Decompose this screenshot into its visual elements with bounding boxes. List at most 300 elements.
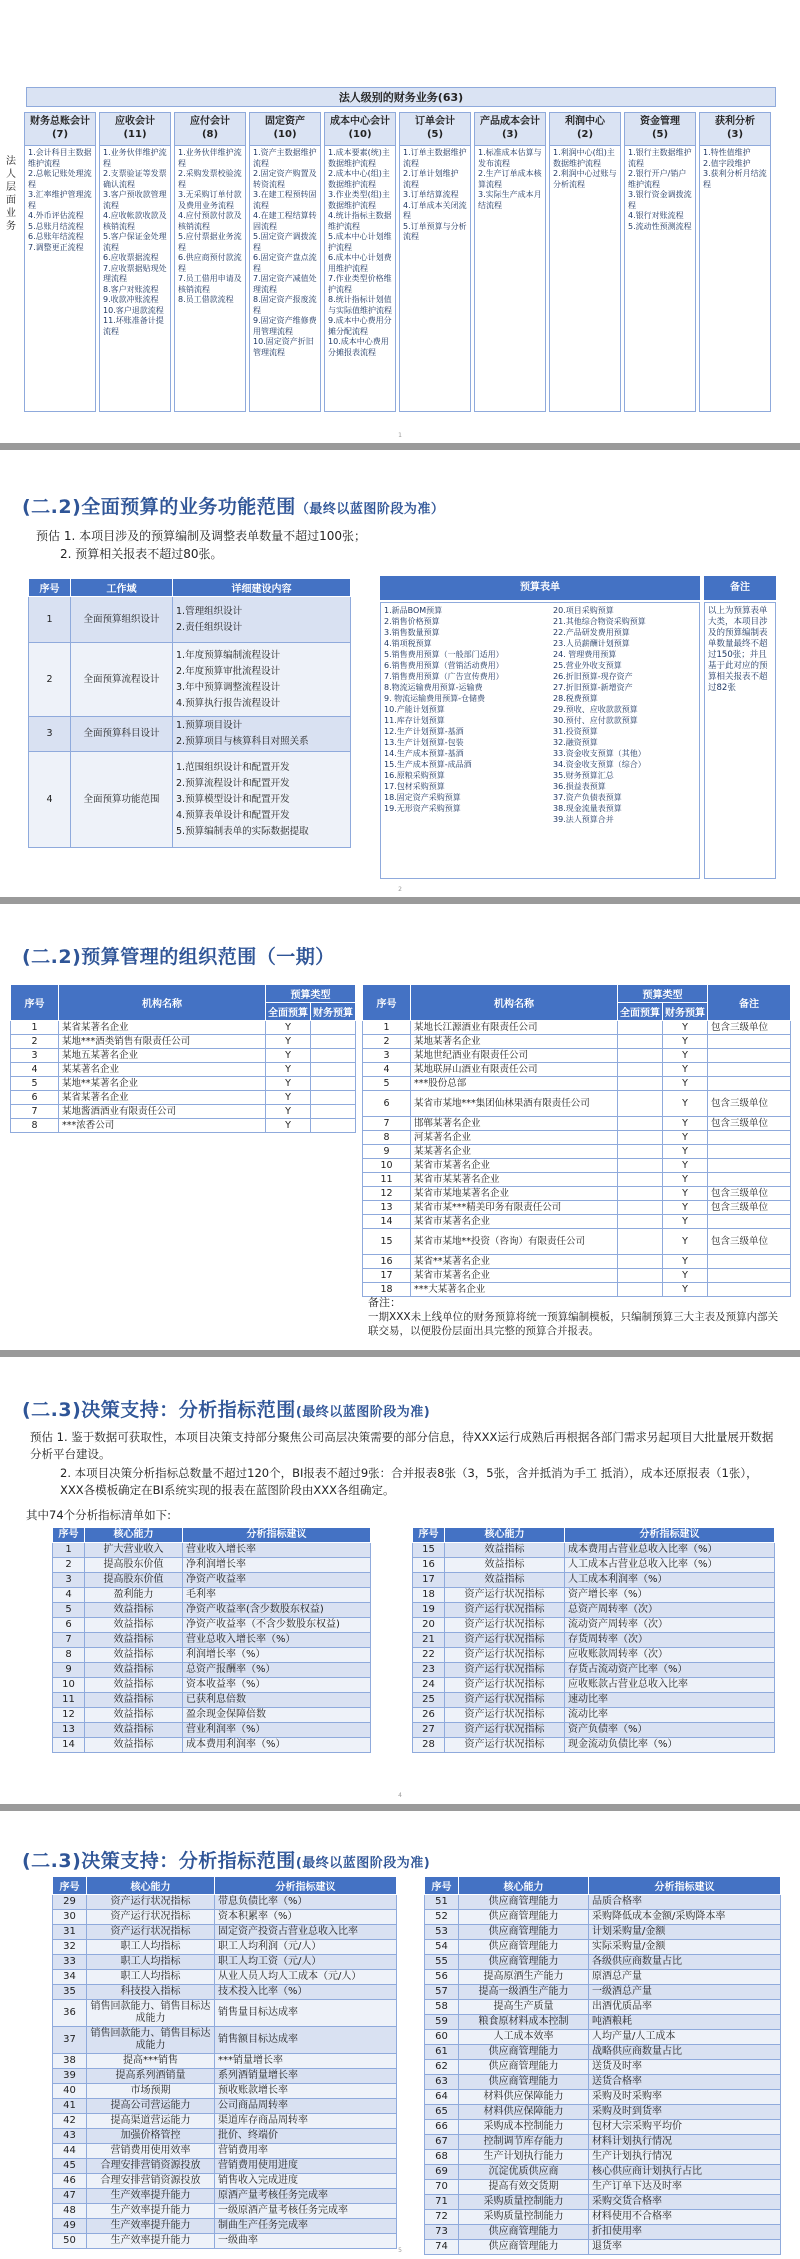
slide4-title: (二.3)决策支持：分析指标范围(最终以蓝图阶段为准)	[22, 1399, 431, 1421]
core-capability: 扩大营业收入	[85, 1543, 183, 1558]
col-header: 备注	[708, 985, 791, 1021]
process-column	[174, 112, 246, 412]
process-item: 2.值字段维护	[703, 158, 751, 168]
table-row	[363, 1035, 791, 1049]
forms-box	[380, 602, 700, 879]
core-capability: 供应商管理能力	[459, 1910, 589, 1925]
process-item: 6.固定资产盘点流程	[253, 253, 317, 273]
indicator: 净利润增长率	[183, 1558, 371, 1573]
row-number: 60	[425, 2030, 459, 2045]
column-header	[400, 113, 470, 146]
table-row	[413, 1573, 775, 1588]
column-name: 应付会计	[190, 116, 230, 127]
row-number: 2	[29, 643, 71, 717]
table-row	[425, 2165, 781, 2180]
table-row	[11, 1091, 356, 1105]
indicator: 制曲生产任务完成率	[215, 2219, 397, 2234]
detail-item: 3.年中预算调整流程设计	[176, 681, 281, 693]
column-name: 资金管理	[640, 116, 680, 127]
core-capability: 效益指标	[85, 1633, 183, 1648]
column-name: 固定资产	[265, 116, 305, 127]
indicator: 总资产报酬率（%）	[183, 1663, 371, 1678]
process-item: 5.应付票据业务流程	[178, 232, 242, 252]
table-row	[413, 1678, 775, 1693]
table-row	[413, 1633, 775, 1648]
slide1-title: 法人级别的财务业务(63)	[26, 87, 776, 107]
process-item: 2.成本中心(组)主数据维护流程	[328, 169, 390, 189]
row-number: 37	[53, 2027, 87, 2054]
col-header: 分析指标建议	[589, 1877, 781, 1895]
indicator: 应收账款占营业总收入比率	[565, 1678, 775, 1693]
form-item: 21.其他综合物资采购预算	[553, 617, 646, 626]
table-row	[363, 1091, 791, 1117]
table-row	[413, 1663, 775, 1678]
process-item: 5.客户保证金处理流程	[103, 232, 167, 252]
form-item: 3.销售数量预算	[384, 628, 440, 637]
column-count: (5)	[426, 129, 444, 140]
column-header	[175, 113, 245, 146]
core-capability: 生产效率提升能力	[87, 2189, 215, 2204]
process-item: 4.在建工程结算转固流程	[253, 211, 317, 231]
full-budget-flag	[618, 1049, 663, 1063]
core-capability: 控制调节库存能力	[459, 2135, 589, 2150]
slide-2	[0, 450, 800, 897]
workfield-table	[28, 578, 351, 848]
full-budget-flag: Y	[266, 1021, 311, 1035]
table-row	[363, 1173, 791, 1187]
slide-1	[0, 0, 800, 443]
org-name: 某某著名企业	[411, 1145, 618, 1159]
org-name: 某省市某某著名企业	[411, 1173, 618, 1187]
org-name: 某省某著名企业	[59, 1021, 266, 1035]
col-header: 详细建设内容	[173, 579, 351, 597]
full-budget-flag: Y	[266, 1091, 311, 1105]
process-item: 3.订单结算流程	[403, 190, 459, 199]
org-name: 某省某著名企业	[59, 1091, 266, 1105]
core-capability: 资产运行状况指标	[445, 1588, 565, 1603]
form-item: 30.预付、应付款款预算	[553, 716, 638, 725]
process-item: 5.订单预算与分析流程	[403, 221, 467, 241]
full-budget-flag	[618, 1283, 663, 1297]
indicator: 资本收益率（%）	[183, 1678, 371, 1693]
table-row	[425, 1955, 781, 1970]
form-item: 28.税费预算	[553, 694, 598, 703]
indicator: 从业人员人均人工成本（元/人）	[215, 1970, 397, 1985]
core-capability: 效益指标	[85, 1693, 183, 1708]
row-number: 14	[53, 1738, 85, 1753]
form-item: 15.生产成本预算-成品酒	[384, 760, 472, 769]
indicator: 职工人均利润（元/人）	[215, 1940, 397, 1955]
note-box: 以上为预算表单大类，本项目涉及的预算编制表单数量最终不超过150张；并且基于此对应的预算相关报表不超过82张	[704, 602, 776, 879]
table-row	[53, 2027, 397, 2054]
detail-item: 1.管理组织设计	[176, 605, 243, 617]
row-number: 27	[413, 1723, 445, 1738]
row-domain: 全面预算流程设计	[71, 643, 173, 717]
core-capability: 职工人均指标	[87, 1940, 215, 1955]
row-number: 73	[425, 2225, 459, 2240]
form-item: 26.折旧预算-现存资产	[553, 672, 633, 681]
indicator: 净资产收益率	[183, 1573, 371, 1588]
process-item: 1.利润中心(组)主数据维护流程	[553, 148, 615, 168]
row-remark	[708, 1215, 791, 1229]
col-header: 分析指标建议	[215, 1877, 397, 1895]
column-name: 财务总账会计	[30, 116, 90, 127]
full-budget-flag	[618, 1159, 663, 1173]
core-capability: 职工人均指标	[87, 1970, 215, 1985]
table-row	[53, 1910, 397, 1925]
row-number: 6	[53, 1618, 85, 1633]
col-header: 序号	[363, 985, 411, 1021]
table-row	[425, 1940, 781, 1955]
process-column	[24, 112, 96, 412]
slide5-title: (二.3)决策支持：分析指标范围(最终以蓝图阶段为准)	[22, 1850, 431, 1872]
core-capability: 效益指标	[85, 1663, 183, 1678]
table-row	[53, 2174, 397, 2189]
column-header	[100, 113, 170, 146]
form-item: 24. 管理费用预算	[553, 650, 617, 659]
table-row	[425, 2030, 781, 2045]
row-remark	[708, 1269, 791, 1283]
process-item: 6.成本中心计划费用维护流程	[328, 253, 392, 273]
row-number: 1	[29, 597, 71, 643]
row-number: 1	[53, 1543, 85, 1558]
slide-5	[0, 1811, 800, 2259]
row-number: 70	[425, 2180, 459, 2195]
form-item: 29.预收、应收款款预算	[553, 705, 638, 714]
financial-budget-flag: Y	[663, 1201, 708, 1215]
financial-budget-flag	[311, 1105, 356, 1119]
process-item: 1.会计科目主数据维护流程	[28, 148, 92, 168]
column-body	[625, 146, 695, 411]
indicator: 原酒产量考核任务完成率	[215, 2189, 397, 2204]
financial-budget-flag	[311, 1035, 356, 1049]
indicator-table-right	[412, 1527, 775, 1753]
full-budget-flag: Y	[266, 1035, 311, 1049]
table-row	[53, 2129, 397, 2144]
indicator: 技术投入比率（%）	[215, 1985, 397, 2000]
process-item: 8.固定资产报废流程	[253, 295, 317, 315]
org-name: 某地五某著名企业	[59, 1049, 266, 1063]
row-number: 46	[53, 2174, 87, 2189]
row-number: 3	[53, 1573, 85, 1588]
core-capability: 效益指标	[85, 1648, 183, 1663]
table-row	[413, 1588, 775, 1603]
row-domain: 全面预算科目设计	[71, 717, 173, 752]
core-capability: 提高股东价值	[85, 1573, 183, 1588]
table-row	[413, 1543, 775, 1558]
row-number: 3	[11, 1049, 59, 1063]
column-header	[700, 113, 770, 146]
table-row	[53, 1895, 397, 1910]
core-capability: 生产效率提升能力	[87, 2204, 215, 2219]
row-number: 33	[53, 1955, 87, 1970]
row-number: 4	[29, 752, 71, 848]
column-body	[475, 146, 545, 411]
table-row	[363, 1201, 791, 1215]
financial-budget-flag: Y	[663, 1255, 708, 1269]
financial-budget-flag: Y	[663, 1091, 708, 1117]
indicator: 成本费用占营业总收入比率（%）	[565, 1543, 775, 1558]
row-number: 6	[11, 1091, 59, 1105]
row-number: 34	[53, 1970, 87, 1985]
form-item: 18.固定资产采购预算	[384, 793, 461, 802]
form-item: 27.折旧预算-新增资产	[553, 683, 633, 692]
col-header: 核心能力	[459, 1877, 589, 1895]
core-capability: 供应商管理能力	[459, 1895, 589, 1910]
form-item: 7.销售费用预算（广告宣传费用）	[384, 672, 504, 681]
financial-budget-flag: Y	[663, 1035, 708, 1049]
row-number: 67	[425, 2135, 459, 2150]
note-2: 2. 本项目决策分析指标总数量不超过120个，BI报表不超过9张：合并报表8张（3，5张，含并抵消为手工 抵消），成本还原报表（1张），XXX各模板确定在BI系统实现的报表在蓝图阶段由XXX各组确定。	[60, 1466, 758, 1497]
core-capability: 资产运行状况指标	[87, 1895, 215, 1910]
process-item: 3.在建工程预转固流程	[253, 190, 317, 210]
row-number: 30	[53, 1910, 87, 1925]
table-row	[425, 1970, 781, 1985]
indicator: 营业利润率（%）	[183, 1723, 371, 1738]
table-row	[363, 1215, 791, 1229]
column-header	[250, 113, 320, 146]
core-capability: 提高有效交货期	[459, 2180, 589, 2195]
row-remark	[708, 1063, 791, 1077]
org-name: 河某著名企业	[411, 1131, 618, 1145]
indicator: 存货占流动资产比率（%）	[565, 1663, 775, 1678]
core-capability: 资产运行状况指标	[87, 1925, 215, 1940]
indicator: 职工人均工资（元/人）	[215, 1955, 397, 1970]
column-count: (10)	[273, 129, 297, 140]
core-capability: 粮食原材料成本控制	[459, 2015, 589, 2030]
table-row	[363, 1255, 791, 1269]
org-name: 某省市某地某著名企业	[411, 1187, 618, 1201]
core-capability: 合理安排营销资源投放	[87, 2174, 215, 2189]
column-name: 利润中心	[565, 116, 605, 127]
core-capability: 效益指标	[85, 1618, 183, 1633]
table-row	[413, 1618, 775, 1633]
detail-item: 2.预算流程设计和配置开发	[176, 777, 290, 789]
core-capability: 盈利能力	[85, 1588, 183, 1603]
table-row	[413, 1648, 775, 1663]
row-number: 16	[363, 1255, 411, 1269]
process-item: 4.订单成本关闭流程	[403, 200, 467, 220]
indicator: 利润增长率（%）	[183, 1648, 371, 1663]
row-remark	[708, 1131, 791, 1145]
full-budget-flag: Y	[266, 1077, 311, 1091]
row-number: 38	[53, 2054, 87, 2069]
row-number: 12	[53, 1708, 85, 1723]
core-capability: 效益指标	[445, 1573, 565, 1588]
col-header: 财务预算	[663, 1003, 708, 1021]
row-number: 10	[363, 1159, 411, 1173]
form-item: 6.销售费用预算（营销活动费用）	[384, 661, 504, 670]
org-name: 某省市某著名企业	[411, 1269, 618, 1283]
column-body	[325, 146, 395, 411]
full-budget-flag	[618, 1215, 663, 1229]
row-number: 51	[425, 1895, 459, 1910]
row-number: 15	[363, 1229, 411, 1255]
row-number: 1	[363, 1021, 411, 1035]
table-row	[425, 2045, 781, 2060]
indicator: 人工成本利润率（%）	[565, 1573, 775, 1588]
org-name: 某地某著名企业	[411, 1035, 618, 1049]
table-row	[11, 1035, 356, 1049]
core-capability: 资产运行状况指标	[445, 1618, 565, 1633]
row-number: 11	[53, 1693, 85, 1708]
indicator: 成本费用利润率（%）	[183, 1738, 371, 1753]
process-item: 6.总账年结流程	[28, 232, 84, 241]
page-number: 4	[398, 1792, 402, 1799]
process-item: 9.成本中心费用分摊分配流程	[328, 316, 392, 336]
indicator: 预收账款增长率	[215, 2084, 397, 2099]
page-number: 2	[398, 886, 402, 893]
org-name: 邯郸某著名企业	[411, 1117, 618, 1131]
process-item: 2.订单计划维护 流程	[403, 169, 459, 189]
table-row	[363, 1063, 791, 1077]
row-number: 66	[425, 2120, 459, 2135]
process-column	[699, 112, 771, 412]
row-number: 25	[413, 1693, 445, 1708]
table-row	[363, 1131, 791, 1145]
row-number: 28	[413, 1738, 445, 1753]
core-capability: 资产运行状况指标	[87, 1910, 215, 1925]
table-row	[11, 1049, 356, 1063]
table-row	[363, 1049, 791, 1063]
detail-item: 4.预算表单设计和配置开发	[176, 809, 290, 821]
table-row	[363, 1021, 791, 1035]
table-row	[425, 2195, 781, 2210]
form-item: 34.资金收支预算（综合）	[553, 760, 646, 769]
col-header: 预算类型	[266, 985, 356, 1003]
row-number: 19	[413, 1603, 445, 1618]
financial-budget-flag: Y	[663, 1063, 708, 1077]
row-number: 49	[53, 2219, 87, 2234]
core-capability: 销售回款能力、销售目标达成能力	[87, 2027, 215, 2054]
core-capability: 供应商管理能力	[459, 2045, 589, 2060]
page-number: 5	[398, 2247, 402, 2254]
core-capability: 提高***销售	[87, 2054, 215, 2069]
slide2-title: (二.2)全面预算的业务功能范围（最终以蓝图阶段为准）	[22, 496, 445, 518]
form-item: 14.生产成本预算-基酒	[384, 749, 464, 758]
indicator: 一级原酒产量考核任务完成率	[215, 2204, 397, 2219]
indicator: 品质合格率	[589, 1895, 781, 1910]
indicator: 生产计划执行情况	[589, 2150, 781, 2165]
table-row	[53, 1633, 371, 1648]
row-remark	[708, 1035, 791, 1049]
note-header: 备注	[704, 576, 776, 600]
row-remark: 包含三级单位	[708, 1187, 791, 1201]
row-number: 44	[53, 2144, 87, 2159]
table-row	[53, 2114, 397, 2129]
process-item: 1.业务伙伴维护流程	[178, 148, 242, 168]
org-name: 某地酱酒酒业有限责任公司	[59, 1105, 266, 1119]
org-name: 某地世纪酒业有限责任公司	[411, 1049, 618, 1063]
full-budget-flag: Y	[266, 1063, 311, 1077]
col-header: 预算类型	[618, 985, 708, 1003]
col-header: 核心能力	[445, 1528, 565, 1543]
financial-budget-flag: Y	[663, 1229, 708, 1255]
table-row	[11, 1119, 356, 1133]
table-row	[53, 1708, 371, 1723]
core-capability: 采购质量控制能力	[459, 2210, 589, 2225]
indicator: 采购交货合格率	[589, 2195, 781, 2210]
row-number: 13	[363, 1201, 411, 1215]
col-header: 序号	[413, 1528, 445, 1543]
core-capability: 职工人均指标	[87, 1955, 215, 1970]
row-number: 52	[425, 1910, 459, 1925]
table-row	[425, 1895, 781, 1910]
row-number: 2	[11, 1035, 59, 1049]
financial-budget-flag: Y	[663, 1173, 708, 1187]
financial-budget-flag: Y	[663, 1269, 708, 1283]
column-name: 订单会计	[415, 116, 455, 127]
core-capability: 提高公司营运能力	[87, 2099, 215, 2114]
slide-4	[0, 1357, 800, 1804]
process-column	[249, 112, 321, 412]
core-capability: 提高原酒生产能力	[459, 1970, 589, 1985]
column-count: (8)	[201, 129, 219, 140]
financial-budget-flag	[311, 1021, 356, 1035]
core-capability: 供应商管理能力	[459, 2225, 589, 2240]
table-row	[413, 1708, 775, 1723]
process-item: 1.标准成本估算与发布流程	[478, 148, 542, 168]
financial-budget-flag: Y	[663, 1021, 708, 1035]
note-1: 预估 1. 鉴于数据可获取性，本项目决策支持部分聚焦公司高层决策需要的部分信息，待XXX运行成熟后再根据各部门需求另起项目大批量展开数据分析平台建设。	[30, 1430, 774, 1461]
core-capability: 供应商管理能力	[459, 1925, 589, 1940]
indicator-table-left	[52, 1876, 397, 2249]
indicator: 应收账款周转率（次）	[565, 1648, 775, 1663]
row-number: 14	[363, 1215, 411, 1229]
table-row	[413, 1693, 775, 1708]
detail-item: 3.预算模型设计和配置开发	[176, 793, 290, 805]
table-row	[363, 1269, 791, 1283]
table-row	[29, 717, 351, 752]
indicator-table-left	[52, 1527, 371, 1753]
table-row	[53, 2219, 397, 2234]
col-header: 分析指标建议	[183, 1528, 371, 1543]
column-body	[175, 146, 245, 411]
process-item: 3.银行资金调拨流程	[628, 190, 692, 210]
column-header	[475, 113, 545, 146]
form-item: 37.资产负债表预算	[553, 793, 622, 802]
form-item: 5.销售费用预算（一般部门适用）	[384, 650, 504, 659]
row-remark	[708, 1255, 791, 1269]
row-number: 57	[425, 1985, 459, 2000]
org-name: 某省市某地***集团仙林果酒有限责任公司	[411, 1091, 618, 1117]
full-budget-flag	[618, 1269, 663, 1283]
form-item: 17.包材采购预算	[384, 782, 445, 791]
core-capability: 效益指标	[85, 1738, 183, 1753]
core-capability: 沉淀优质供应商	[459, 2165, 589, 2180]
process-item: 7.调整更正流程	[28, 242, 84, 252]
financial-budget-flag: Y	[663, 1117, 708, 1131]
indicator: 生产订单下达及时率	[589, 2180, 781, 2195]
row-number: 4	[363, 1063, 411, 1077]
row-number: 16	[413, 1558, 445, 1573]
process-column	[99, 112, 171, 412]
col-header: 序号	[11, 985, 59, 1021]
table-row	[53, 2069, 397, 2084]
row-remark	[708, 1283, 791, 1297]
process-item: 4.统计指标主数据维护流程	[328, 211, 392, 231]
table-row	[53, 1723, 371, 1738]
row-number: 8	[53, 1648, 85, 1663]
row-number: 7	[11, 1105, 59, 1119]
process-item: 4.银行对账流程	[628, 211, 684, 220]
row-remark	[708, 1145, 791, 1159]
indicator: ***销量增长率	[215, 2054, 397, 2069]
row-remark: 包含三级单位	[708, 1229, 791, 1255]
process-item: 1.资产主数据维护流程	[253, 148, 317, 168]
table-row	[363, 1145, 791, 1159]
indicator: 人工成本占营业总收入比率（%）	[565, 1558, 775, 1573]
